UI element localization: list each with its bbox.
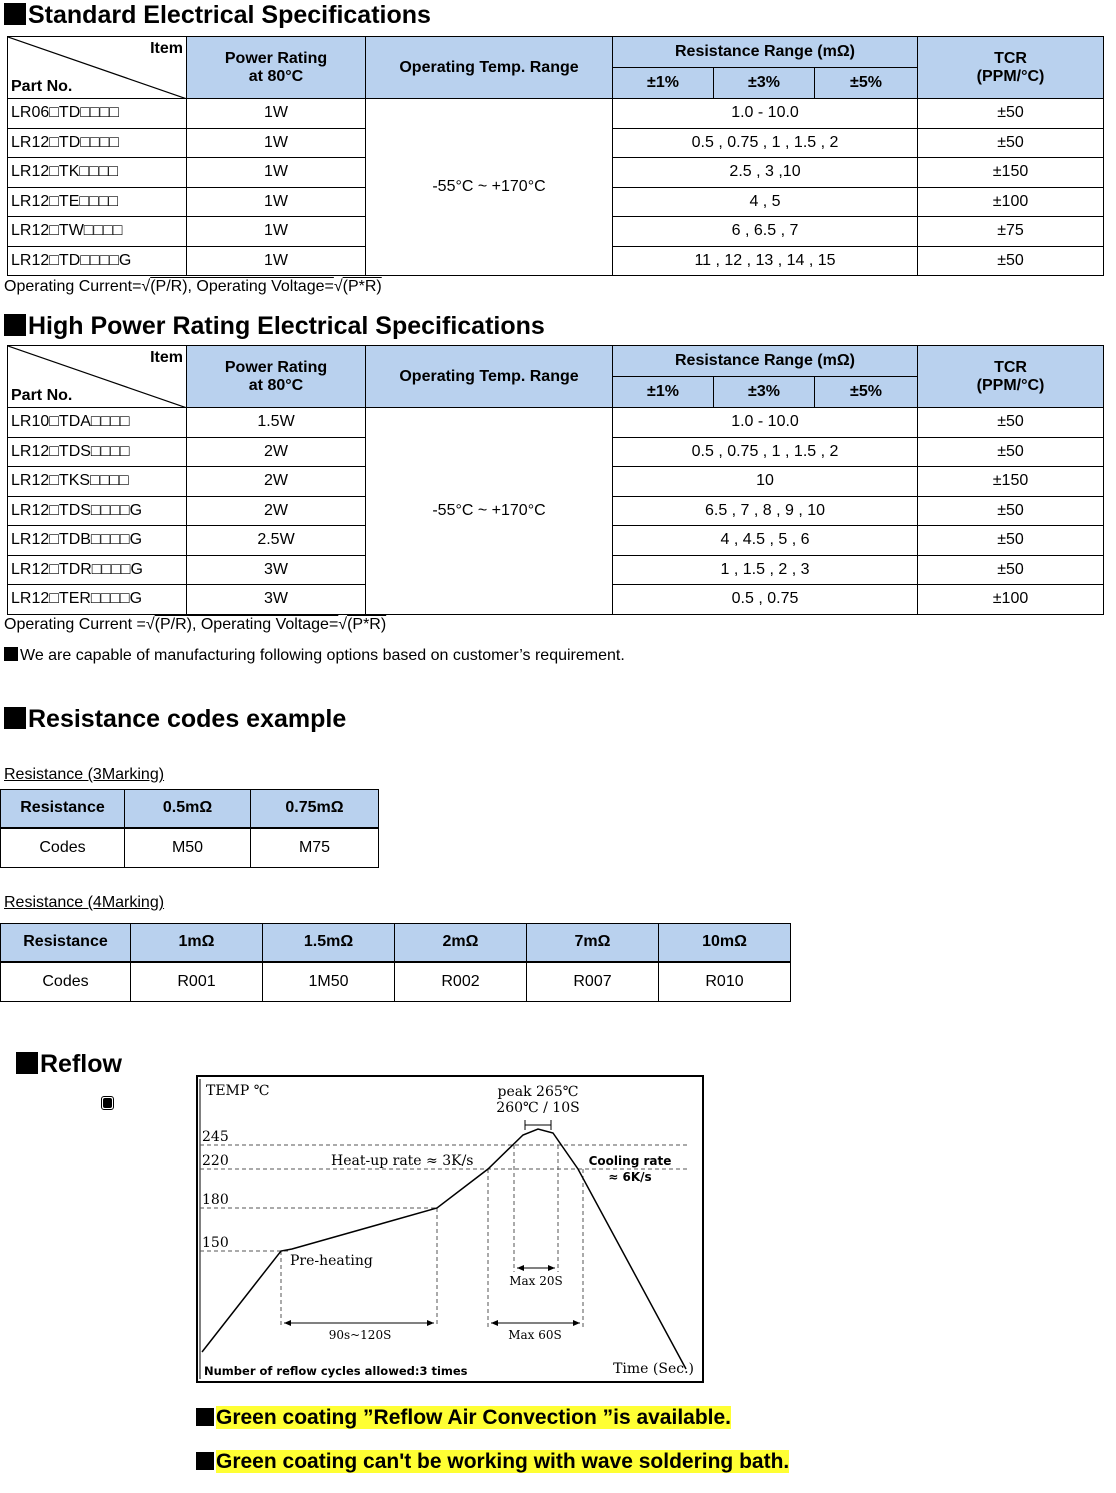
part-number-cell: LR10□TDA□□□□ (8, 408, 187, 438)
temp-range-cell: -55°C ~ +170°C (366, 408, 613, 615)
preheat-time-label: 90s~120S (328, 1328, 392, 1342)
tcr-cell: ±100 (918, 585, 1104, 615)
heatup-label: Heat-up rate ≈ 3K/s (331, 1153, 474, 1169)
temp-range-header: Operating Temp. Range (366, 346, 613, 408)
tcr-cell: ±150 (918, 467, 1104, 497)
code-header-cell: Resistance (1, 790, 125, 828)
power-rating-cell: 1W (187, 246, 366, 276)
tcr-cell: ±150 (918, 158, 1104, 188)
resistance-range-cell: 1 , 1.5 , 2 , 3 (613, 555, 918, 585)
resistance-range-cell: 1.0 - 10.0 (613, 408, 918, 438)
resistance-range-cell: 0.5 , 0.75 , 1 , 1.5 , 2 (613, 437, 918, 467)
resistance-codes-title: Resistance codes example (4, 704, 346, 734)
resistance-range-cell: 1.0 - 10.0 (613, 99, 918, 129)
part-number-cell: LR12□TDB□□□□G (8, 526, 187, 556)
tcr-cell: ±50 (918, 437, 1104, 467)
resistance-range-header: Resistance Range (mΩ) (613, 37, 918, 68)
reflow-profile-chart (196, 1075, 704, 1383)
reflow-title: Reflow (16, 1049, 122, 1079)
green-coating-note-2: Green coating can't be working with wave soldering bath. (196, 1450, 789, 1474)
table-header-row (1, 924, 791, 962)
resistance-range-cell: 2.5 , 3 ,10 (613, 158, 918, 188)
power-rating-cell: 3W (187, 555, 366, 585)
tick-220: 220 (202, 1153, 229, 1169)
green-coating-note-1: Green coating ”Reflow Air Convection ”is available. (196, 1406, 731, 1430)
tcr-cell: ±50 (918, 128, 1104, 158)
part-number-cell: LR12□TD□□□□ (8, 128, 187, 158)
square-bullet-icon (4, 314, 26, 336)
code-value-cell: 1M50 (263, 962, 395, 1002)
part-no-header: Part No. (11, 78, 73, 95)
tol-3-header: ±3% (714, 68, 815, 99)
resistance-range-cell: 0.5 , 0.75 (613, 585, 918, 615)
tcr-cell: ±100 (918, 187, 1104, 217)
power-rating-cell: 2W (187, 496, 366, 526)
resistance-range-cell: 6 , 6.5 , 7 (613, 217, 918, 247)
square-bullet-icon (196, 1408, 214, 1426)
peak-hold-label: 260℃ / 10S (496, 1100, 580, 1116)
part-number-cell: LR12□TW□□□□ (8, 217, 187, 247)
power-rating-cell: 1.5W (187, 408, 366, 438)
four-marking-table (0, 923, 791, 1002)
table-row (1, 962, 791, 1002)
square-bullet-icon (4, 3, 26, 25)
tcr-cell: ±50 (918, 555, 1104, 585)
power-rating-cell: 1W (187, 99, 366, 129)
peak-label: peak 265℃ (497, 1084, 579, 1100)
tcr-cell: ±50 (918, 526, 1104, 556)
power-rating-cell: 2W (187, 437, 366, 467)
resistance-range-cell: 11 , 12 , 13 , 14 , 15 (613, 246, 918, 276)
code-value-cell: R002 (395, 962, 527, 1002)
tol-5-header: ±5% (815, 68, 918, 99)
square-bullet-icon (16, 1052, 38, 1074)
tol-1-header: ±1% (613, 377, 714, 408)
high-power-spec-table (7, 345, 1104, 615)
square-bullet-icon (196, 1452, 214, 1470)
reflow-profile-graphic (198, 1077, 702, 1381)
part-no-header: Part No. (11, 387, 73, 404)
power-rating-cell: 3W (187, 585, 366, 615)
standard-spec-table (7, 36, 1104, 276)
tcr-cell: ±50 (918, 246, 1104, 276)
tcr-cell: ±50 (918, 99, 1104, 129)
part-number-cell: LR12□TK□□□□ (8, 158, 187, 188)
tick-150: 150 (202, 1235, 229, 1251)
bullet-circle-icon (101, 1096, 114, 1110)
code-value-cell: M75 (251, 828, 379, 868)
item-partno-header (8, 346, 187, 408)
tcr-cell: ±75 (918, 217, 1104, 247)
code-header-cell: 1mΩ (131, 924, 263, 962)
resistance-range-cell: 10 (613, 467, 918, 497)
chart-xlabel: Time (Sec.) (613, 1361, 694, 1377)
part-number-cell: LR12□TD□□□□G (8, 246, 187, 276)
high-operating-note: Operating Current =√(P/R), Operating Voltage=√(P*R) (4, 616, 387, 633)
tcr-header: TCR (PPM/°C) (918, 346, 1104, 408)
temp-range-header: Operating Temp. Range (366, 37, 613, 99)
power-rating-cell: 1W (187, 187, 366, 217)
chart-ylabel: TEMP ℃ (206, 1083, 270, 1099)
item-header: Item (150, 349, 183, 366)
part-number-cell: LR06□TD□□□□ (8, 99, 187, 129)
code-value-cell: R010 (659, 962, 791, 1002)
three-marking-table (0, 789, 379, 868)
code-header-cell: 1.5mΩ (263, 924, 395, 962)
high-power-spec-title: High Power Rating Electrical Specifications (4, 311, 545, 341)
tol-3-header: ±3% (714, 377, 815, 408)
cooling-rate-label: ≈ 6K/s (608, 1170, 652, 1184)
square-bullet-icon (4, 707, 26, 729)
tcr-header: TCR (PPM/°C) (918, 37, 1104, 99)
tick-180: 180 (202, 1192, 229, 1208)
code-value-cell: Codes (1, 828, 125, 868)
code-header-cell: 0.5mΩ (125, 790, 251, 828)
part-number-cell: LR12□TDS□□□□ (8, 437, 187, 467)
tol-5-header: ±5% (815, 377, 918, 408)
code-header-cell: 7mΩ (527, 924, 659, 962)
power-rating-header: Power Rating at 80°C (187, 346, 366, 408)
table-row (8, 408, 1104, 438)
standard-spec-title: Standard Electrical Specifications (4, 0, 431, 30)
square-bullet-icon (4, 647, 18, 661)
part-number-cell: LR12□TER□□□□G (8, 585, 187, 615)
resistance-range-cell: 6.5 , 7 , 8 , 9 , 10 (613, 496, 918, 526)
code-header-cell: 2mΩ (395, 924, 527, 962)
resistance-range-header: Resistance Range (mΩ) (613, 346, 918, 377)
power-rating-cell: 1W (187, 158, 366, 188)
tick-245: 245 (202, 1129, 229, 1145)
power-rating-cell: 2W (187, 467, 366, 497)
cooling-label: Cooling rate (588, 1154, 672, 1168)
max20-label: Max 20S (509, 1274, 563, 1288)
standard-operating-note: Operating Current=√(P/R), Operating Voltage=√(P*R) (4, 278, 382, 295)
resistance-range-cell: 4 , 4.5 , 5 , 6 (613, 526, 918, 556)
table-row (8, 99, 1104, 129)
part-number-cell: LR12□TE□□□□ (8, 187, 187, 217)
table-header-row (1, 790, 379, 828)
power-rating-cell: 2.5W (187, 526, 366, 556)
part-number-cell: LR12□TDR□□□□G (8, 555, 187, 585)
code-value-cell: R001 (131, 962, 263, 1002)
max60-label: Max 60S (508, 1328, 562, 1342)
power-rating-header: Power Rating at 80°C (187, 37, 366, 99)
cycles-label: Number of reflow cycles allowed:3 times (204, 1364, 468, 1378)
options-note: We are capable of manufacturing following options based on customer’s requirement. (4, 647, 625, 665)
power-rating-cell: 1W (187, 217, 366, 247)
tcr-cell: ±50 (918, 496, 1104, 526)
tol-1-header: ±1% (613, 68, 714, 99)
code-value-cell: M50 (125, 828, 251, 868)
four-marking-label: Resistance (4Marking) (4, 894, 165, 911)
three-marking-label: Resistance (3Marking) (4, 766, 165, 783)
code-header-cell: 0.75mΩ (251, 790, 379, 828)
power-rating-cell: 1W (187, 128, 366, 158)
code-header-cell: 10mΩ (659, 924, 791, 962)
item-partno-header (8, 37, 187, 99)
resistance-range-cell: 0.5 , 0.75 , 1 , 1.5 , 2 (613, 128, 918, 158)
code-header-cell: Resistance (1, 924, 131, 962)
tcr-cell: ±50 (918, 408, 1104, 438)
code-value-cell: Codes (1, 962, 131, 1002)
temp-range-cell: -55°C ~ +170°C (366, 99, 613, 276)
item-header: Item (150, 40, 183, 57)
code-value-cell: R007 (527, 962, 659, 1002)
table-row (1, 828, 379, 868)
resistance-range-cell: 4 , 5 (613, 187, 918, 217)
preheat-label: Pre-heating (290, 1253, 373, 1269)
part-number-cell: LR12□TKS□□□□ (8, 467, 187, 497)
part-number-cell: LR12□TDS□□□□G (8, 496, 187, 526)
